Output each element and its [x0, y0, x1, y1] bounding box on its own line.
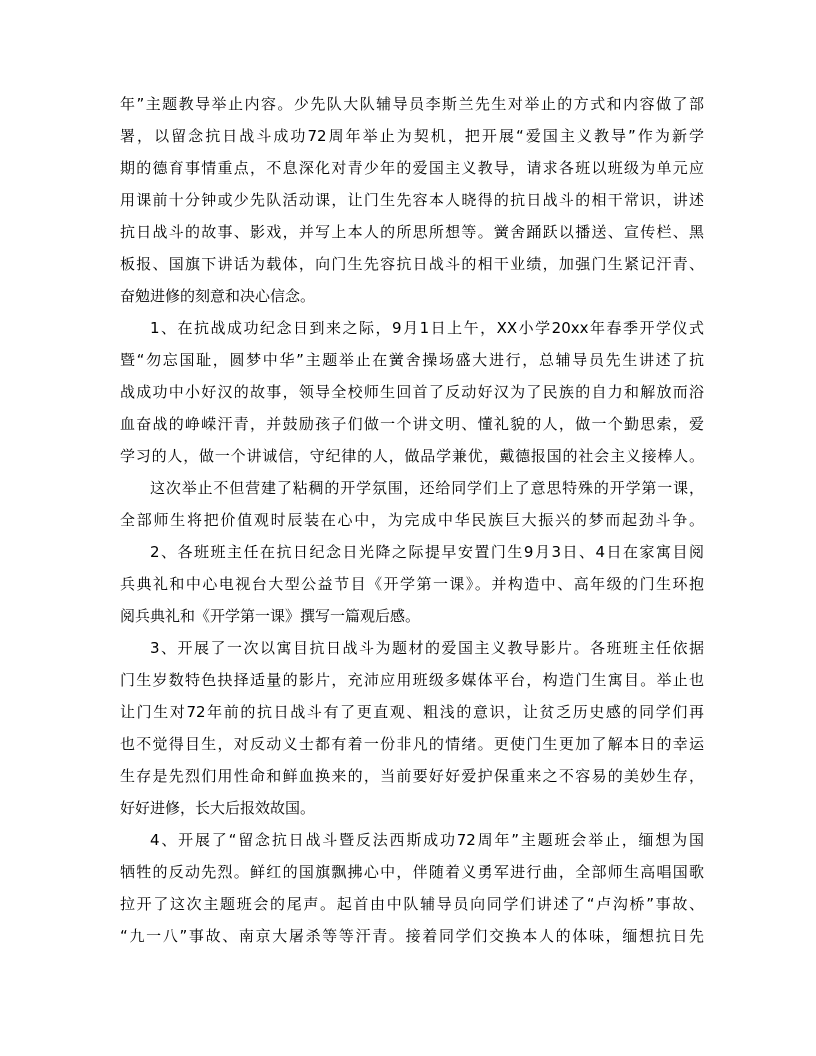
text-line: 暨“勿忘国耻，圆梦中华”主题举止在黉舍操场盛大进行，总辅导员先生讲述了抗	[120, 351, 704, 369]
text-line: 阅兵典礼和《开学第一课》撰写一篇观后感。	[120, 607, 421, 625]
paragraph-1	[120, 88, 704, 312]
text-line: 兵典礼和中心电视台大型公益节目《开学第一课》。并构造中、高年级的门生环抱	[120, 575, 704, 593]
text-line: 让门生对72年前的抗日战斗有了更直观、粗浅的意识，让贫乏历史感的同学们再	[120, 703, 704, 721]
text-line: 1、在抗战成功纪念日到来之际，9月1日上午，XX小学20xx年春季开学仪式	[150, 319, 704, 337]
text-line: 牺牲的反动先烈。鲜红的国旗飘拂心中，伴随着义勇军进行曲，全部师生高唱国歌	[120, 863, 704, 881]
paragraph-2	[120, 312, 704, 472]
text-line: 用课前十分钟或少先队活动课，让门生先容本人晓得的抗日战斗的相干常识，讲述	[120, 191, 704, 209]
text-line: 学习的人，做一个讲诚信，守纪律的人，做品学兼优，戴德报国的社会主义接棒人。	[120, 447, 704, 465]
paragraph-4	[120, 536, 704, 632]
paragraph-6	[120, 824, 704, 952]
text-line: 3、开展了一次以寓目抗日战斗为题材的爱国主义教导影片。各班班主任依据	[150, 639, 704, 657]
text-line: 4、开展了“留念抗日战斗暨反法西斯成功72周年”主题班会举止，缅想为国	[150, 831, 704, 849]
text-line: 门生岁数特色抉择适量的影片，充沛应用班级多媒体平台，构造门生寓目。举止也	[120, 671, 704, 689]
text-line: 战成功中小好汉的故事，领导全校师生回首了反动好汉为了民族的自力和解放而浴	[120, 383, 704, 401]
text-line: 2、各班班主任在抗日纪念日光降之际提早安置门生9月3日、4日在家寓目阅	[150, 543, 704, 561]
text-line: 拉开了这次主题班会的尾声。起首由中队辅导员向同学们讲述了“卢沟桥”事故、	[120, 895, 704, 913]
text-line: 期的德育事情重点，不息深化对青少年的爱国主义教导，请求各班以班级为单元应	[120, 159, 704, 177]
document-page	[120, 88, 704, 952]
text-line: 奋勉进修的刻意和决心信念。	[120, 287, 316, 305]
text-line: 血奋战的峥嵘汗青，并鼓励孩子们做一个讲文明、懂礼貌的人，做一个勤思索，爱	[120, 415, 704, 433]
text-line: 生存是先烈们用性命和鲜血换来的，当前要好好爱护保重来之不容易的美妙生存，	[120, 767, 704, 785]
text-line: 年”主题教导举止内容。少先队大队辅导员李斯兰先生对举止的方式和内容做了部	[120, 95, 704, 113]
text-line: 板报、国旗下讲话为载体，向门生先容抗日战斗的相干业绩，加强门生紧记汗青、	[120, 255, 704, 273]
paragraph-5	[120, 632, 704, 824]
text-line: 好好进修，长大后报效故国。	[120, 799, 316, 817]
paragraph-3	[120, 472, 704, 536]
text-line: 全部师生将把价值观时辰装在心中，为完成中华民族巨大振兴的梦而起劲斗争。	[120, 511, 704, 529]
text-line: “九一八”事故、南京大屠杀等等汗青。接着同学们交换本人的体味，缅想抗日先	[120, 927, 704, 945]
text-line: 也不觉得目生，对反动义士都有着一份非凡的情绪。更使门生更加了解本日的幸运	[120, 735, 704, 753]
text-line: 署，以留念抗日战斗成功72周年举止为契机，把开展“爱国主义教导”作为新学	[120, 127, 704, 145]
text-line: 这次举止不但营建了粘稠的开学氛围，还给同学们上了意思特殊的开学第一课，	[150, 479, 704, 497]
text-line: 抗日战斗的故事、影戏，并写上本人的所思所想等。黉舍踊跃以播送、宣传栏、黑	[120, 223, 704, 241]
